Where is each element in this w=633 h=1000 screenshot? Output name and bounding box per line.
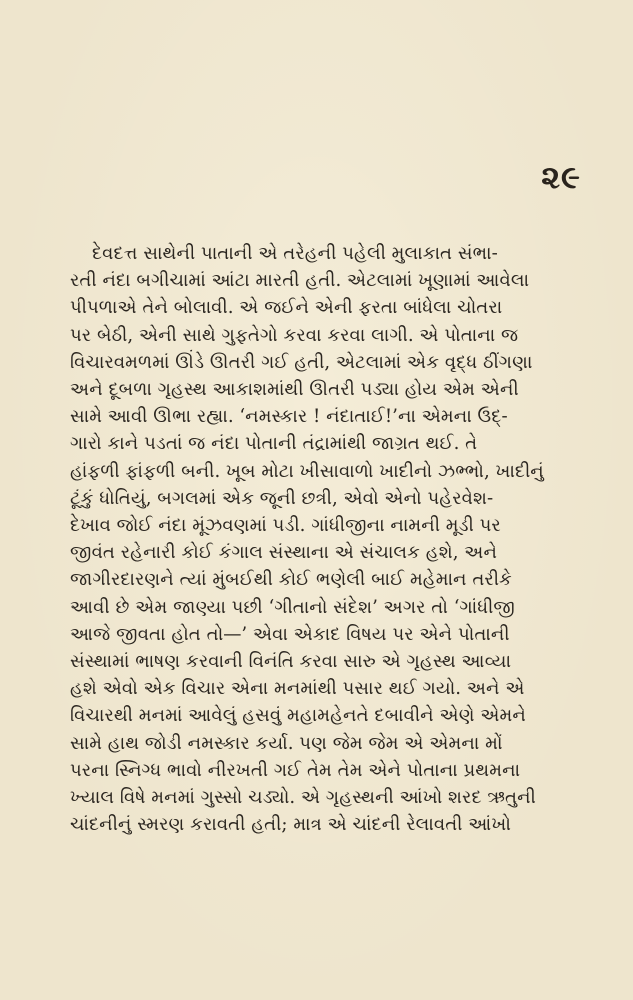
- text-line: જાગીરદારણને ત્યાં મુંબઈથી કોઈ ભણેલી બાઈ મહેમાન તરીકે: [70, 569, 512, 591]
- page-number: ૨૯: [541, 158, 581, 196]
- text-line: વિચારથી મનમાં આવેલું હસવું મહામહેનતે દબાવીને એણે એમને: [70, 705, 526, 727]
- text-line: સામે હાથ જોડી નમસ્કાર કર્યા. પણ જેમ જેમ એ એમના મોં: [70, 732, 503, 754]
- text-line: જીવંત રહેનારી કોઈ કંગાલ સંસ્થાના એ સંચાલક હશે, અને: [70, 542, 498, 564]
- text-line: ચાંદનીનું સ્મરણ કરાવતી હતી; માત્ર એ ચાંદની રેલાવતી આંખો: [70, 814, 511, 836]
- text-line: પર બેઠી, એની સાથે ગુફતેગો કરવા કરવા લાગી. એ પોતાના જ: [70, 324, 519, 346]
- text-line: રતી નંદા બગીચામાં આંટા મારતી હતી. એટલામાં ખૂણામાં આવેલા: [70, 270, 530, 292]
- text-line: પીપળાએ તેને બોલાવી. એ જઈને એની ફરતા બાંધેલા ચોતરા: [70, 297, 503, 319]
- text-line: અને દૂબળા ગૃહસ્થ આકાશમાંથી ઊતરી પડ્યા હોય એમ એની: [70, 379, 519, 401]
- text-line: હશે એવો એક વિચાર એના મનમાંથી પસાર થઈ ગયો. અને એ: [70, 678, 525, 700]
- text-line: સામે આવી ઊભા રહ્યા. ‘નમસ્કાર ! નંદાતાઈ!’ના એમના ઉદ્-: [70, 406, 508, 428]
- text-line: ટૂંકું ધોતિયું, બગલમાં એક જૂની છત્રી, એવો એનો પહેરવેશ-: [70, 487, 494, 509]
- text-line: પરના સ્નિગ્ધ ભાવો નીરખતી ગઈ તેમ તેમ એને પોતાના પ્રથમના: [70, 759, 521, 781]
- text-line: દેખાવ જોઈ નંદા મૂંઝવણમાં પડી. ગાંધીજીના નામની મૂડી પર: [70, 515, 501, 537]
- text-line: હાંફળી ફાંફળી બની. ખૂબ મોટા ખીસાવાળો ખાદીનો ઝભ્ભો, ખાદીનું: [70, 460, 544, 482]
- text-line: આવી છે એમ જાણ્યા પછી ‘ગીતાનો સંદેશ’ અગર તો ‘ગાંધીજી: [70, 596, 515, 618]
- body-paragraph: [70, 240, 570, 838]
- text-line: વિચારવમળમાં ઊંડે ઊતરી ગઈ હતી, એટલામાં એક વૃદ્ધ ઠીંગણા: [70, 351, 533, 373]
- text-line: સંસ્થામાં ભાષણ કરવાની વિનંતિ કરવા સારુ એ ગૃહસ્થ આવ્યા: [70, 651, 512, 673]
- text-line: ખ્યાલ વિષે મનમાં ગુસ્સો ચડ્યો. એ ગૃહસ્થની આંખો શરદ ઋતુની: [70, 787, 536, 809]
- text-line: આજે જીવતા હોત તો—’ એવા એકાદ વિષય પર એને પોતાની: [70, 623, 510, 645]
- text-line: ગારો કાને પડતાં જ નંદા પોતાની તંદ્રામાંથી જાગ્રત થઈ. તે: [70, 433, 478, 455]
- text-line: દેવદત્ત સાથેની પાતાની એ તરેહની પહેલી મુલાકાત સંભા-: [92, 243, 498, 264]
